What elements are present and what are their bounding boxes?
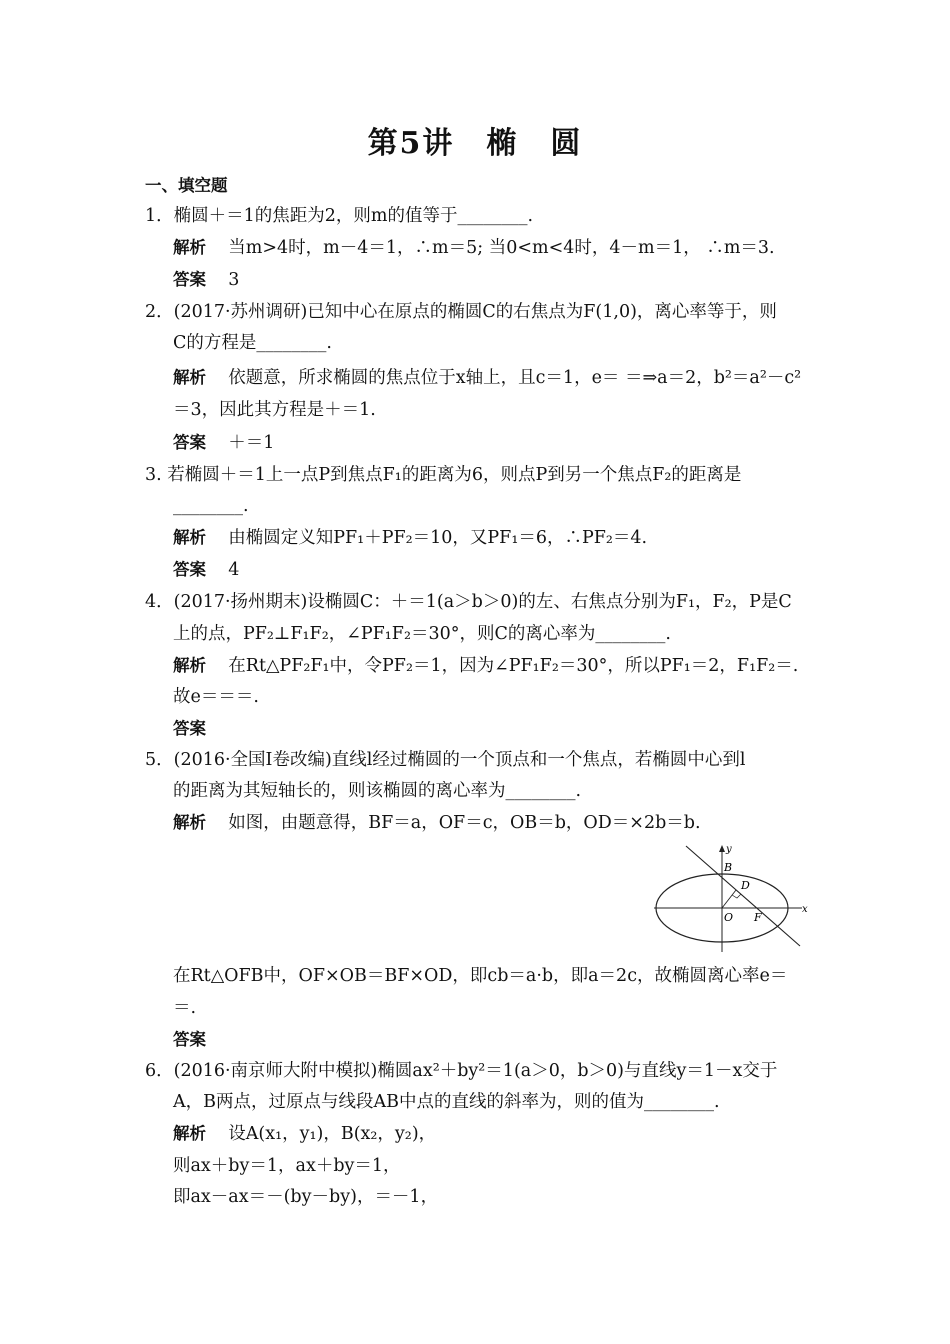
label-d: D (741, 879, 750, 892)
problem-4-analysis (173, 654, 798, 678)
problem-2-analysis-line-2: ＝3，因此其方程是＋＝1. (173, 400, 376, 420)
problem-1-answer (173, 268, 239, 292)
answer-label: 答案 (173, 1030, 206, 1049)
analysis-label: 解析 (173, 813, 206, 832)
problem-1-answer-text: 3 (228, 270, 240, 290)
problem-6-analysis-text: 设A(x₁，y₁)，B(x₂，y₂)， (228, 1124, 437, 1144)
problem-6-analysis-line-3: 即ax－ax＝－(by－by)，＝－1， (173, 1187, 439, 1207)
segment-od (722, 890, 736, 908)
analysis-label: 解析 (173, 368, 206, 387)
problem-5-text-line-2: 的距离为其短轴长的，则该椭圆的离心率为________. (173, 781, 582, 801)
problem-5-text-line-1: 5．(2016·全国Ⅰ卷改编)直线l经过椭圆的一个顶点和一个焦点，若椭圆中心到l (145, 750, 746, 770)
analysis-label: 解析 (173, 1124, 206, 1143)
problem-5-answer (173, 1028, 223, 1052)
ellipse-figure (652, 842, 812, 954)
analysis-label: 解析 (173, 656, 206, 675)
problem-3-analysis-text: 由椭圆定义知PF₁＋PF₂＝10，又PF₁＝6，∴PF₂＝4. (228, 528, 648, 548)
y-axis-arrow (719, 845, 725, 852)
problem-3-analysis (173, 526, 647, 550)
problem-1-analysis-text: 当m>4时，m－4＝1，∴m＝5; 当0<m<4时，4－m＝1， ∴m＝3. (228, 238, 775, 258)
problem-1-text: 1．椭圆＋＝1的焦距为2，则m的值等于________. (145, 206, 534, 226)
line-l (686, 846, 800, 946)
page-title: 第5讲 椭 圆 (367, 126, 583, 161)
problem-2-answer-text: ＋＝1 (228, 433, 275, 453)
problem-4-answer (173, 717, 223, 741)
problem-6-text-line-2: A，B两点，过原点与线段AB中点的直线的斜率为，则的值为________. (173, 1092, 720, 1112)
problem-4-analysis-line-2: 故e＝＝＝. (173, 687, 259, 707)
problem-3-text-line-1: 3. 若椭圆＋＝1上一点P到焦点F₁的距离为6，则点P到另一个焦点F₂的距离是 (145, 465, 742, 485)
problem-6-text-line-1: 6．(2016·南京师大附中模拟)椭圆ax²＋by²＝1(a＞0，b＞0)与直线y＝1－x交于 (145, 1061, 778, 1081)
answer-label: 答案 (173, 433, 206, 452)
label-f: F (754, 911, 762, 924)
problem-1-analysis (173, 236, 775, 260)
problem-4-text-line-1: 4．(2017·扬州期末)设椭圆C：＋＝1(a＞b＞0)的左、右焦点分别为F₁，F₂，P是C (145, 592, 792, 612)
problem-5-analysis (173, 811, 701, 835)
problem-5-analysis-line-3: ＝. (173, 998, 197, 1018)
problem-6-analysis-line-2: 则ax＋by＝1，ax＋by＝1， (173, 1156, 401, 1176)
answer-label: 答案 (173, 719, 206, 738)
answer-label: 答案 (173, 270, 206, 289)
analysis-label: 解析 (173, 238, 206, 257)
problem-3-answer-text: 4 (228, 560, 240, 580)
problem-5-analysis-line-2: 在Rt△OFB中，OF×OB＝BF×OD，即cb＝a·b，即a＝2c，故椭圆离心率e＝ (173, 966, 788, 986)
label-y: y (726, 844, 732, 855)
section-heading: 一、填空题 (145, 176, 228, 195)
right-angle-mark (732, 894, 741, 898)
problem-4-text-line-2: 上的点，PF₂⊥F₁F₂，∠PF₁F₂＝30°，则C的离心率为________. (173, 624, 671, 644)
label-b: B (724, 861, 733, 874)
label-o: O (724, 911, 734, 924)
label-x: x (802, 904, 808, 915)
problem-2-analysis-text: 依题意，所求椭圆的焦点位于x轴上，且c＝1，e＝ ＝⇒a＝2，b²＝a²－c² (228, 368, 802, 388)
problem-2-text-line-1: 2．(2017·苏州调研)已知中心在原点的椭圆C的右焦点为F(1,0)，离心率等于，则 (145, 302, 777, 322)
problem-2-text-line-2: C的方程是________. (173, 333, 332, 353)
analysis-label: 解析 (173, 528, 206, 547)
problem-2-answer (173, 431, 274, 455)
problem-6-analysis (173, 1122, 436, 1146)
problem-5-analysis-text: 如图，由题意得，BF＝a，OF＝c，OB＝b，OD＝×2b＝b. (228, 813, 701, 833)
answer-label: 答案 (173, 560, 206, 579)
problem-3-text-line-2: ________. (173, 496, 249, 516)
problem-3-answer (173, 558, 239, 582)
problem-4-analysis-text: 在Rt△PF₂F₁中，令PF₂＝1，因为∠PF₁F₂＝30°，所以PF₁＝2，F₁F₂＝. (228, 656, 799, 676)
problem-2-analysis (173, 366, 801, 390)
